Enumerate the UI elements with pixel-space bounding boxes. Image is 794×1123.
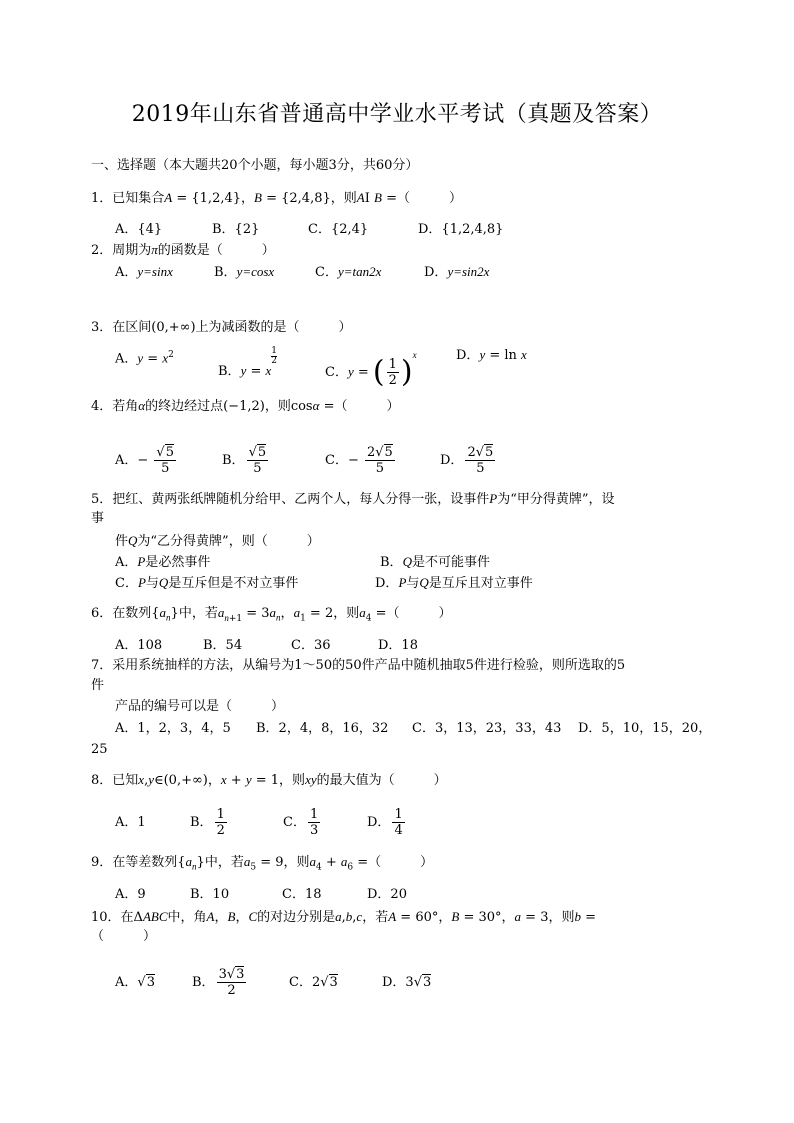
question-10-option-a: A．√3 xyxy=(115,975,155,990)
question-1-stem: 1．已知集合A = {1,2,4}，B = {2,4,8}，则AI B =（ ） xyxy=(91,190,462,206)
question-7-option-d: D．5，10，15，20， xyxy=(578,721,712,736)
question-5-option-a: A．P是必然事件 xyxy=(115,554,211,570)
question-7-option-d-wrap: 25 xyxy=(91,742,108,757)
question-7-stem: 7．采用系统抽样的方法，从编号为1～50的50件产品中随机抽取5件进行检验，则所选取的5 xyxy=(91,658,626,673)
question-10-option-b: B． $\frac{3√3}{2}$ xyxy=(192,967,245,998)
question-5-option-b: B．Q是不可能事件 xyxy=(380,554,490,570)
page-title: 2019年山东省普通高中学业水平考试（真题及答案） xyxy=(131,102,663,127)
question-4-option-a: A．− $\frac{√5}{5}$ xyxy=(115,445,174,476)
question-1-option-b: B．{2} xyxy=(212,222,260,237)
question-4-option-b: B． $\frac{√5}{5}$ xyxy=(222,445,267,476)
question-7-option-b: B．2，4，8，16，32 xyxy=(256,721,389,736)
question-2-stem: 2．周期为π的函数是（ ） xyxy=(91,242,275,258)
question-2-option-d: D．y=sin2x xyxy=(424,264,490,280)
question-8-option-a: A．1 xyxy=(115,815,146,830)
question-9-option-c: C．18 xyxy=(282,887,322,902)
question-4-stem: 4．若角α的终边经过点(−1,2)，则cosα =（ ） xyxy=(91,398,400,414)
question-3-option-d: D．y = ln x xyxy=(456,347,527,363)
question-10-option-c: C．2√3 xyxy=(289,975,338,990)
question-6-stem: 6．在数列$\{a_n\}$中，若$a_{n+1} = 3a_n$，$a_1 = 2$，则$a_4$ =（ ） xyxy=(91,605,452,624)
question-5-stem-wrap: 事 xyxy=(91,511,105,526)
question-6-option-d: D．18 xyxy=(378,638,418,653)
question-10-stem-wrap: （ ） xyxy=(91,929,157,944)
question-9-stem: 9．在等差数列$\{a_n\}$中，若$a_5 = 9$，则$a_4 + a_6$ =（ ） xyxy=(91,854,434,873)
question-7-stem-line3: 产品的编号可以是（ ） xyxy=(115,699,285,714)
question-3-option-b: B．y = x $^{\frac{1}{2}}$ xyxy=(218,346,278,379)
question-5-option-d: D．P与Q是互斥且对立事件 xyxy=(375,575,533,591)
question-3-stem: 3．在区间(0,+∞)上为减函数的是（ ） xyxy=(91,320,352,335)
question-9-option-b: B．10 xyxy=(190,887,230,902)
question-8-option-c: C． $\frac{1}{3}$ xyxy=(283,807,319,838)
question-5-stem-line3: 件Q为“乙分得黄牌”，则（ ） xyxy=(115,533,320,549)
question-3-option-a: A．$y = x^2$ xyxy=(115,350,174,367)
question-6-option-b: B．54 xyxy=(203,638,243,653)
question-1-option-c: C．{2,4} xyxy=(308,222,369,237)
question-5-option-c: C．P与Q是互斥但是不对立事件 xyxy=(115,575,299,591)
question-4-option-d: D． $\frac{2√5}{5}$ xyxy=(440,445,494,476)
question-7-option-c: C．3，13，23，33，43 xyxy=(412,721,562,736)
question-9-option-d: D．20 xyxy=(367,887,407,902)
question-2-option-a: A．y=sinx xyxy=(115,264,173,280)
question-2-option-c: C．y=tan2x xyxy=(315,264,382,280)
question-5-stem: 5．把红、黄两张纸牌随机分给甲、乙两个人，每人分得一张，设事件P为“甲分得黄牌”，设 xyxy=(91,491,615,507)
question-8-option-b: B． $\frac{1}{2}$ xyxy=(190,807,225,838)
question-6-option-a: A．108 xyxy=(115,638,163,653)
question-6-option-c: C．36 xyxy=(291,638,331,653)
section-heading: 一、选择题（本大题共20个小题，每小题3分，共60分） xyxy=(91,158,419,173)
question-10-option-d: D．3√3 xyxy=(382,975,432,990)
question-1-option-d: D．{1,2,4,8} xyxy=(418,222,504,237)
question-2-option-b: B．y=cosx xyxy=(214,264,275,280)
question-7-option-a: A．1，2，3，4，5 xyxy=(115,721,231,736)
question-7-stem-wrap: 件 xyxy=(91,678,105,693)
question-8-stem: 8．已知x,y∈(0,+∞)，x + y = 1，则xy的最大值为（ ） xyxy=(91,772,447,788)
question-4-option-c: C．− $\frac{2√5}{5}$ xyxy=(325,445,393,476)
question-10-stem: 10．在ΔABC中，角A，B，C的对边分别是a,b,c，若A = 60°，B = 30°，a = 3，则b = xyxy=(91,909,596,925)
question-1-option-a: A．{4} xyxy=(115,222,163,237)
question-9-option-a: A．9 xyxy=(115,887,146,902)
question-8-option-d: D． $\frac{1}{4}$ xyxy=(367,807,403,838)
question-3-option-c: C．y = ( $\frac{1}{2}$ )$^x$ xyxy=(325,350,417,390)
